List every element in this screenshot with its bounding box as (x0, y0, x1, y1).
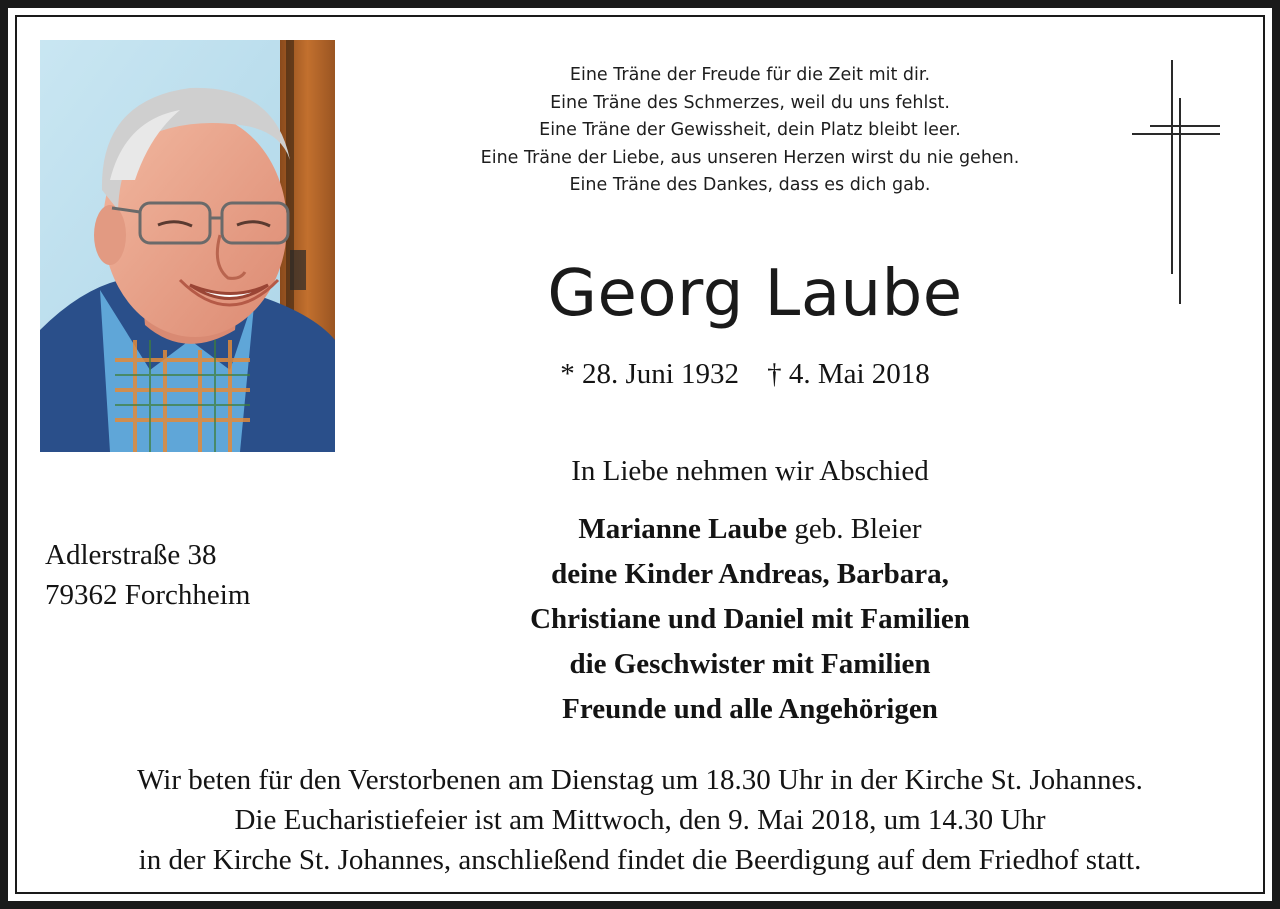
deceased-name: Georg Laube (547, 257, 963, 331)
portrait-photo (40, 40, 335, 452)
address-city: 79362 Forchheim (45, 579, 251, 611)
poem-line: Eine Träne der Freude für die Zeit mit dir. (569, 65, 931, 85)
mourner-line: Christiane und Daniel mit Familien (530, 603, 970, 635)
service-line: in der Kirche St. Johannes, anschließend findet die Beerdigung auf dem Friedhof statt. (138, 844, 1142, 876)
poem-line: Eine Träne des Dankes, dass es dich gab. (569, 175, 931, 195)
birth-date: * 28. Juni 1932 (560, 358, 740, 390)
spouse-name: Marianne Laube (578, 513, 788, 545)
poem-line: Eine Träne des Schmerzes, weil du uns fehlst. (550, 92, 950, 113)
service-info (30, 760, 1250, 880)
poem (380, 62, 1120, 200)
cross-icon (1128, 58, 1228, 308)
death-date: † 4. Mai 2018 (767, 358, 930, 390)
spouse-line (400, 507, 1100, 552)
farewell-text: In Liebe nehmen wir Abschied (571, 455, 929, 487)
mourner-line: Freunde und alle Angehörigen (562, 693, 938, 725)
address-street: Adlerstraße 38 (45, 539, 217, 571)
service-line: Wir beten für den Verstorbenen am Dienstag um 18.30 Uhr in der Kirche St. Johannes. (137, 764, 1143, 796)
spouse-maiden-name: geb. Bleier (787, 513, 922, 545)
poem-line: Eine Träne der Liebe, aus unseren Herzen wirst du nie gehen. (480, 147, 1020, 168)
address (45, 535, 250, 615)
mourner-line: die Geschwister mit Familien (569, 648, 931, 680)
service-line: Die Eucharistiefeier ist am Mittwoch, den 9. Mai 2018, um 14.30 Uhr (234, 804, 1046, 836)
mourners-list (400, 507, 1100, 732)
life-dates (400, 355, 1090, 393)
mourner-line: deine Kinder Andreas, Barbara, (551, 558, 949, 590)
poem-line: Eine Träne der Gewissheit, dein Platz bleibt leer. (539, 120, 961, 140)
